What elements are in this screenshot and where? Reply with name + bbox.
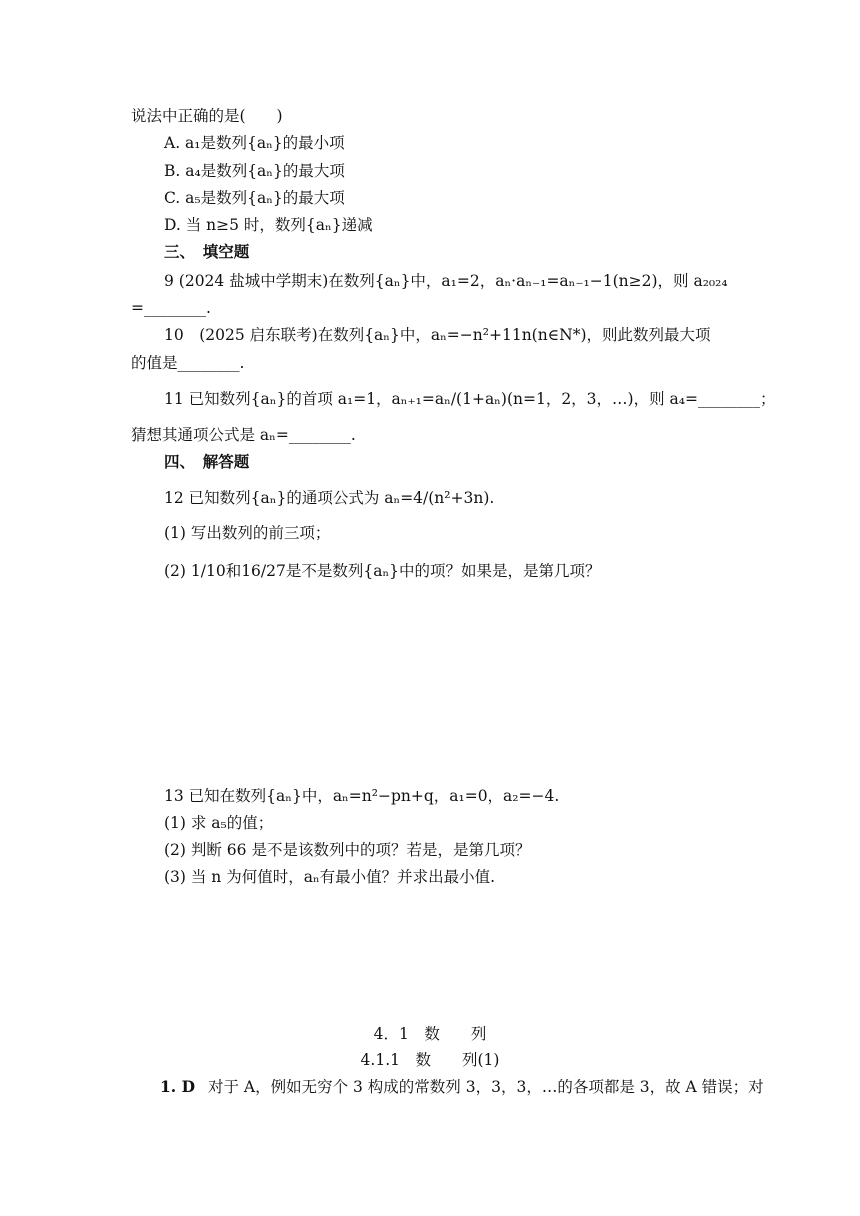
- sub-question-1: (1) 写出数列的前三项；: [164, 524, 331, 542]
- text-line: 猜想其通项公式是 aₙ=________.: [131, 426, 356, 444]
- text-line: 10 (2025 启东联考)在数列{aₙ}中，aₙ=−n²+11n(n∈N*)，则此数列最大项: [164, 326, 711, 344]
- text-line: 的值是________.: [131, 354, 245, 372]
- answer-line: [160, 1077, 764, 1097]
- text-line: 13 已知在数列{aₙ}中，aₙ=n²−pn+q，a₁=0，a₂=−4.: [164, 787, 560, 805]
- section-heading-answer: 四、 解答题: [164, 452, 250, 471]
- text-line: 9 (2024 盐城中学期末)在数列{aₙ}中，a₁=2，aₙ·aₙ₋₁=aₙ₋₁−1(n≥2)，则 a₂₀₂₄: [164, 272, 728, 290]
- sub-question-2: (2) 1/10和16/27是不是数列{aₙ}中的项？如果是，是第几项？: [164, 562, 601, 580]
- section-title: 4．1 数 列: [373, 1025, 487, 1043]
- option-d: D. 当 n≥5 时，数列{aₙ}递减: [164, 216, 373, 234]
- sub-question-1: (1) 求 a₅的值；: [164, 814, 274, 832]
- section-heading-fill-in: 三、 填空题: [164, 242, 250, 261]
- text-line: 说法中正确的是( ): [131, 107, 283, 125]
- answer-text: 对于 A，例如无穷个 3 构成的常数列 3，3，3，…的各项都是 3，故 A 错误；对: [207, 1078, 764, 1096]
- text-line: 12 已知数列{aₙ}的通项公式为 aₙ=4/(n²+3n).: [164, 489, 495, 507]
- sub-question-3: (3) 当 n 为何值时，aₙ有最小值？并求出最小值.: [164, 868, 496, 886]
- option-c: C. a₅是数列{aₙ}的最大项: [164, 189, 345, 207]
- answer-label: 1. D: [160, 1077, 196, 1096]
- option-a: A. a₁是数列{aₙ}的最小项: [164, 134, 345, 152]
- subsection-title: 4.1.1 数 列(1): [360, 1051, 500, 1069]
- text-line: 11 已知数列{aₙ}的首项 a₁=1，aₙ₊₁=aₙ/(1+aₙ)(n=1，2，3，…)，则 a₄=________；: [164, 390, 776, 408]
- text-line: =________.: [131, 299, 211, 317]
- sub-question-2: (2) 判断 66 是不是该数列中的项？若是，是第几项？: [164, 841, 531, 859]
- option-b: B. a₄是数列{aₙ}的最大项: [164, 162, 345, 180]
